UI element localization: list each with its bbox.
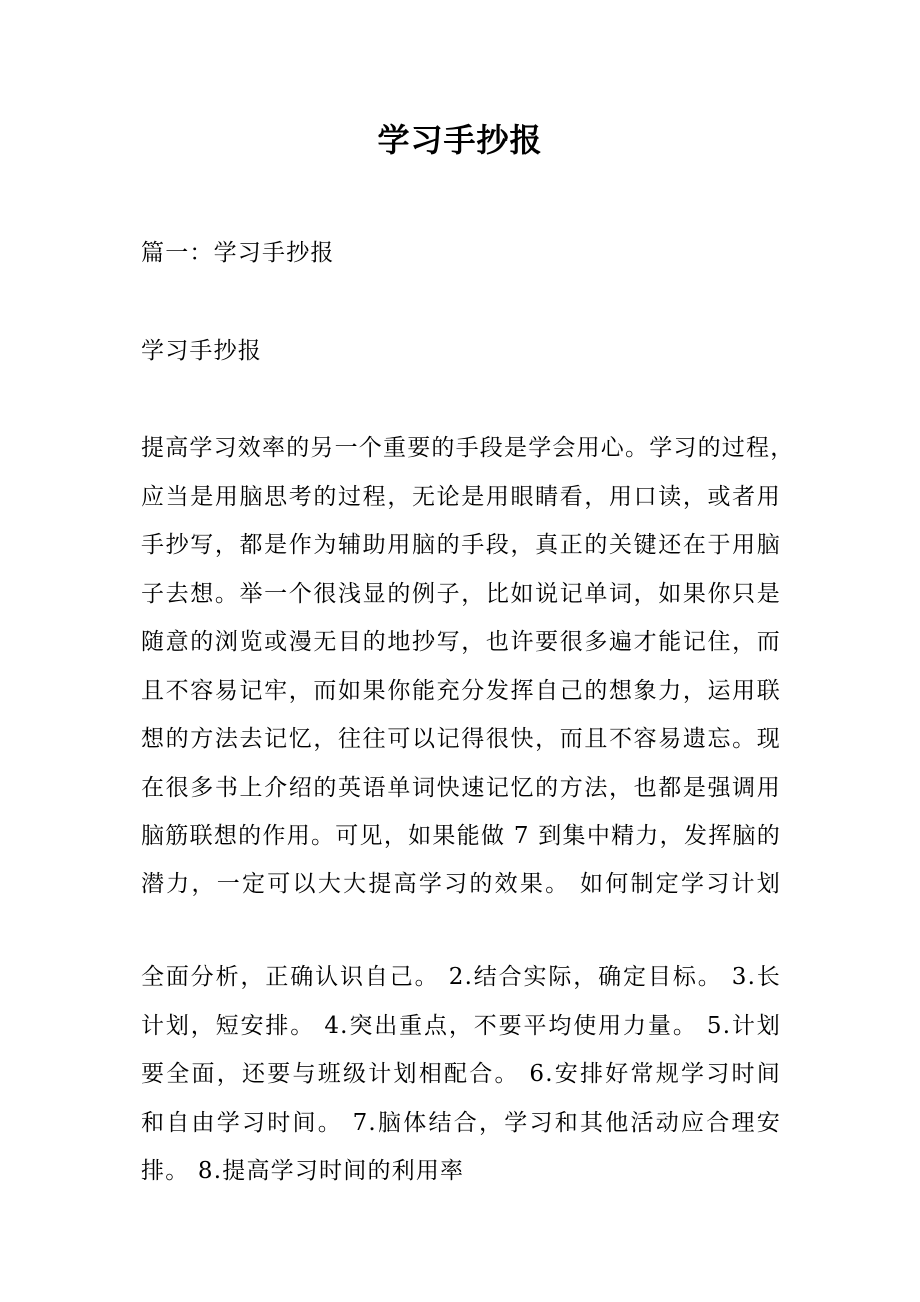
section-heading: 篇一：学习手抄报 — [141, 240, 335, 266]
subheading: 学习手抄报 — [141, 338, 262, 364]
paragraph-line: 子去想。举一个很浅显的例子，比如说记单词，如果你只是 — [141, 581, 781, 607]
paragraph-line: 计划，短安排。 4.突出重点，不要平均使用力量。 5.计划 — [141, 1013, 781, 1039]
paragraph-line: 应当是用脑思考的过程，无论是用眼睛看，用口读，或者用 — [141, 484, 781, 510]
paragraph-line: 脑筋联想的作用。可见，如果能做 7 到集中精力，发挥脑的 — [141, 823, 781, 849]
paragraph-line: 提高学习效率的另一个重要的手段是学会用心。学习的过程， — [141, 435, 795, 461]
paragraph-line: 全面分析，正确认识自己。 2.结合实际，确定目标。 3.长 — [141, 964, 781, 990]
paragraph-line: 排。 8.提高学习时间的利用率 — [141, 1158, 465, 1184]
paragraph-line: 想的方法去记忆，往往可以记得很快，而且不容易遗忘。现 — [141, 726, 781, 752]
document-title: 学习手抄报 — [377, 121, 543, 159]
paragraph-line: 和自由学习时间。 7.脑体结合，学习和其他活动应合理安 — [141, 1110, 781, 1136]
paragraph-line: 要全面，还要与班级计划相配合。 6.安排好常规学习时间 — [141, 1061, 781, 1087]
paragraph-line: 潜力，一定可以大大提高学习的效果。 如何制定学习计划 — [141, 871, 781, 897]
paragraph-line: 且不容易记牢，而如果你能充分发挥自己的想象力，运用联 — [141, 678, 781, 704]
paragraph-line: 在很多书上介绍的英语单词快速记忆的方法，也都是强调用 — [141, 775, 781, 801]
paragraph-line: 随意的浏览或漫无目的地抄写，也许要很多遍才能记住，而 — [141, 629, 781, 655]
paragraph-line: 手抄写，都是作为辅助用脑的手段，真正的关键还在于用脑 — [141, 532, 781, 558]
